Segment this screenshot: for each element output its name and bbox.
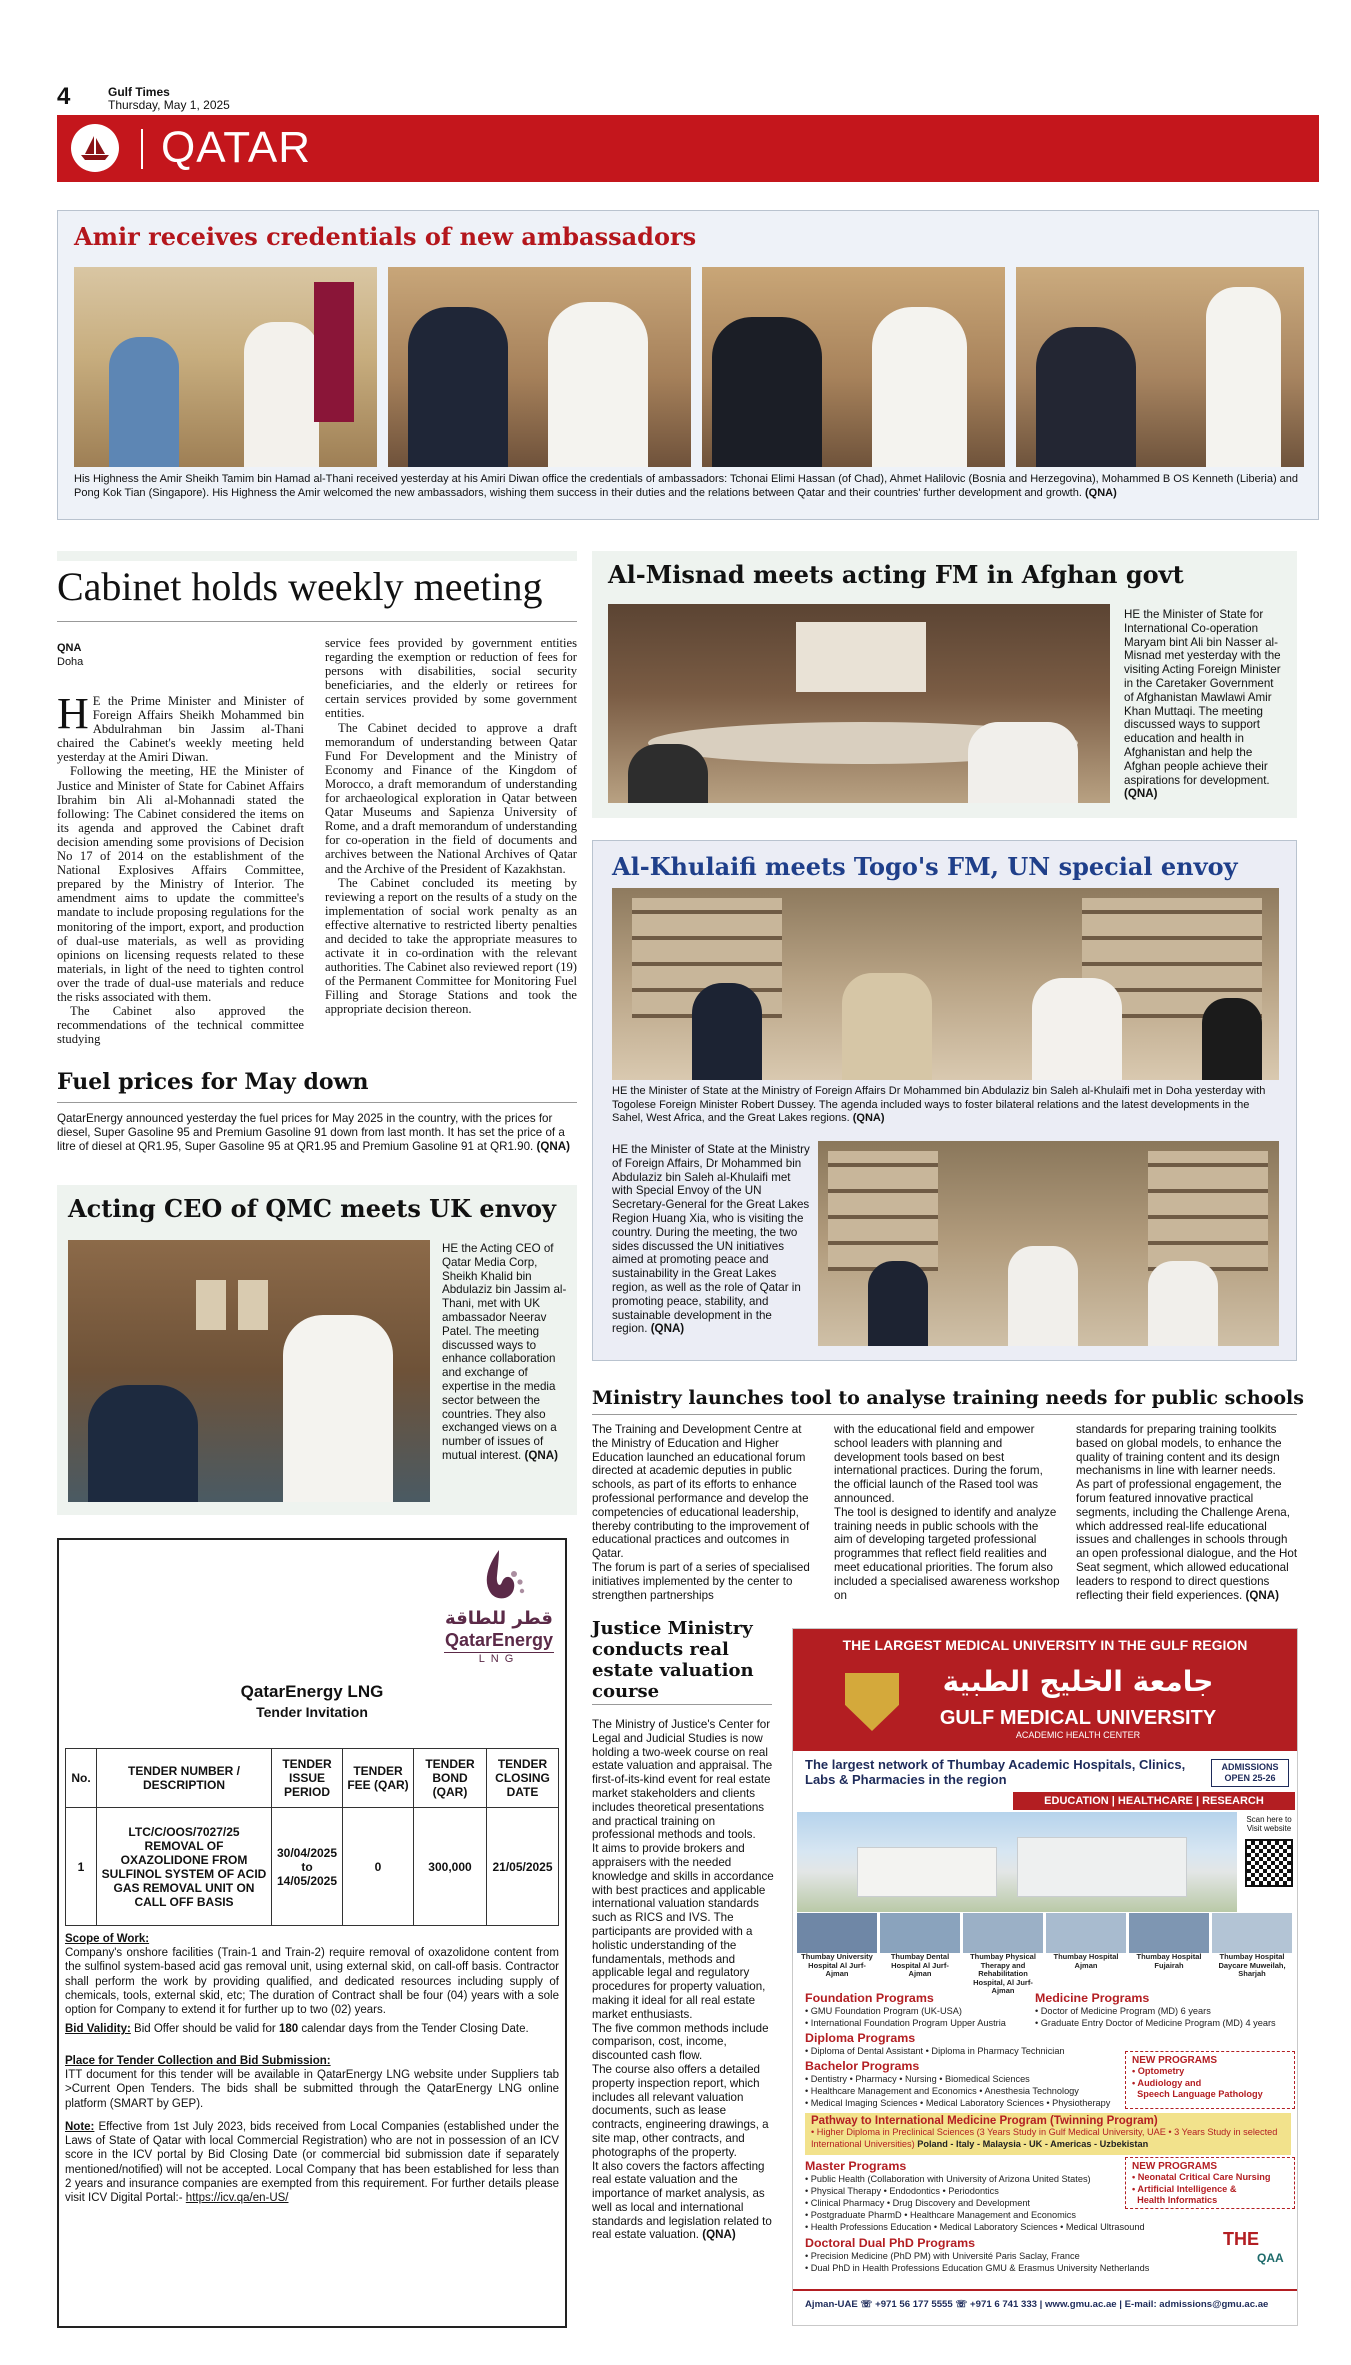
- tender-ad: [57, 1538, 567, 2328]
- tender-td-fee: 0: [342, 1807, 414, 1926]
- hospital-card: Thumbay Hospital Fujairah: [1129, 1913, 1209, 1970]
- gmu-diploma-1: • Diploma of Dental Assistant • Diploma in Pharmacy Technician: [805, 2046, 1065, 2056]
- brand-sub: LNG: [444, 1652, 554, 1665]
- amir-headline: Amir receives credentials of new ambassadors: [74, 222, 697, 251]
- gmu-new-programs-2: NEW PROGRAMS • Neonatal Critical Care Nursing • Artificial Intelligence & Health Informatics: [1125, 2157, 1295, 2209]
- gmu-admissions: ADMISSIONS OPEN 25-26: [1211, 1759, 1289, 1787]
- gmu-foundation-1: • GMU Foundation Program (UK-USA): [805, 2006, 962, 2016]
- qmc-photo: [68, 1240, 430, 1502]
- misnad-photo: [608, 604, 1110, 803]
- cabinet-topbar: [57, 551, 577, 561]
- tender-scope: Scope of Work: Company's onshore facilities (Train-1 and Train-2) require removal of oxazolidone content from the sulfinol system-based acid gas removal unit, using external skid, on call-off basis. Contractor shall perform the work by providing qualified, and dedicated resources including supply of chemicals, tools, external skid, etc; The duration of Contract shall be four (04) years with a sole option for Company to extend it for further up to two (02) years.: [65, 1933, 559, 2017]
- gmu-the-badge: THE: [1223, 2229, 1259, 2249]
- issue-date: Thursday, May 1, 2025: [108, 98, 230, 112]
- qatarenergy-drop-icon: [444, 1548, 554, 1608]
- cabinet-dropcap: H: [57, 689, 89, 738]
- hospital-card: Thumbay Hospital Daycare Muweilah, Sharjah: [1212, 1913, 1292, 1979]
- khulaifi-headline: Al-Khulaifi meets Togo's FM, UN special envoy: [612, 852, 1238, 881]
- qmc-credit: (QNA): [524, 1448, 558, 1462]
- hospital-card: Thumbay Hospital Ajman: [1046, 1913, 1126, 1970]
- gmu-scan: Scan here to Visit website: [1246, 1815, 1292, 1833]
- amir-photo-2: [388, 267, 691, 467]
- dhow-icon: [71, 124, 119, 172]
- gmu-doctoral-1: • Precision Medicine (PhD PM) with Université Paris Saclay, France: [805, 2251, 1080, 2261]
- tender-td-bond: 300,000: [413, 1807, 487, 1926]
- qatarenergy-logo: [444, 1548, 554, 1668]
- gmu-master-4: • Postgraduate PharmD • Healthcare Management and Economics: [805, 2210, 1076, 2220]
- khulaifi-text: HE the Minister of State at the Ministry of Foreign Affairs, Dr Mohammed bin Abdulaziz bin Saleh al-Khulaifi met with Special Envoy of the UN Secretary-General for the Great Lakes Region Huang Xia, who is visiting the country. During the meeting, the two sides discussed the UN initiatives aimed at promoting peace and sustainability in the Great Lakes region, as well as the role of Qatar in promoting peace, stability, and sustainable development in the region. (QNA): [612, 1143, 810, 1336]
- ministry-col-3: standards for preparing training toolkits based on global models, to enhance the quality of training content and its design mechanisms in line with learner needs. As part of professional engagement, the forum featured innovative practical segments, including the Challenge Arena, which addressed real-life educational issues and challenges in schools through an open professional dialogue, and the Hot Seat segment, which allowed educational leaders to respond to direct questions reflecting their field experiences. (QNA): [1076, 1423, 1298, 1602]
- gmu-banner: THE LARGEST MEDICAL UNIVERSITY IN THE GULF REGION: [842, 1637, 1248, 1653]
- gmu-medicine-2: • Graduate Entry Doctor of Medicine Program (MD) 4 years: [1035, 2018, 1276, 2028]
- paper-name: Gulf Times: [108, 85, 170, 99]
- tender-validity: Bid Validity: Bid Offer should be valid for 180 calendar days from the Tender Closing Date.: [65, 2023, 529, 2035]
- ministry-credit: (QNA): [1245, 1588, 1279, 1602]
- misnad-text: HE the Minister of State for International Co-operation Maryam bint Ali bin Nasser al-Misnad met yesterday with the visiting Acting Foreign Minister in the Caretaker Government of Afghanistan Mawlawi Amir Khan Muttaqi. The meeting discussed ways to support education and health in Afghanistan and help the Afghan people achieve their aspirations for development. (QNA): [1124, 608, 1281, 801]
- khulaifi-box: [592, 840, 1297, 1361]
- gmu-hospitals: [797, 1913, 1295, 1996]
- tender-place: Place for Tender Collection and Bid Submission: ITT document for this tender will be available in QatarEnergy LNG website under Suppliers tab >Current Open Tenders. The bids shall be submitted through the QatarEnergy LNG online platform (SMART by GEP).: [65, 2055, 559, 2110]
- gmu-master-5: • Health Professions Education • Medical Laboratory Sciences • Medical Ultrasound: [805, 2222, 1145, 2232]
- gmu-name: GULF MEDICAL UNIVERSITY: [939, 1707, 1217, 1729]
- icv-portal-link[interactable]: https://icv.qa/en-US/: [185, 2192, 289, 2205]
- gmu-tagline: The largest network of Thumbay Academic Hospitals, Clinics, Labs & Pharmacies in the region: [805, 1757, 1186, 1787]
- gmu-master-2: • Physical Therapy • Endodontics • Periodontics: [805, 2186, 999, 2196]
- gmu-bachelor-1: • Dentistry • Pharmacy • Nursing • Biomedical Sciences: [805, 2074, 1030, 2084]
- tender-title: QatarEnergy LNG: [240, 1682, 384, 1701]
- justice-text: The Ministry of Justice's Center for Legal and Judicial Studies is now holding a two-week course on real estate valuation and appraisal. The first-of-its-kind event for real estate market stakeholders and clients includes theoretical presentations and practical training on professional methods and tools. It aims to provide brokers and appraisers with the needed knowledge and skills in accordance with best practices and applicable international valuation standards such as RICS and IVS. The participants are provided with a holistic understanding of the fundamentals, methods and applicable legal and regulatory procedures for property valuation, making it ideal for all real estate market enthusiasts. The five common methods include comparison, cost, income, discounted cash flow. The course also offers a detailed property inspection report, which includes all relevant valuation documents, such as lease contracts, engineering drawings, a site map, other contracts, and photographs of the property. It also covers the factors affecting real estate valuation and the importance of market analysis, as well as local and international standards and legislation related to real estate valuation. (QNA): [592, 1718, 774, 2242]
- gmu-top: [793, 1629, 1297, 1751]
- tender-subtitle: Tender Invitation: [256, 1704, 368, 1720]
- gmu-medicine-1: • Doctor of Medicine Program (MD) 6 years: [1035, 2006, 1211, 2016]
- section-banner: [57, 115, 1319, 182]
- tender-td-description: LTC/C/OOS/7027/25 REMOVAL OF OXAZOLIDONE FROM SULFINOL SYSTEM OF ACID GAS REMOVAL UNIT ON CALL OFF BASIS: [96, 1807, 272, 1926]
- section-divider: [141, 129, 143, 169]
- gmu-new-programs-1: NEW PROGRAMS • Optometry • Audiology and Speech Language Pathology: [1125, 2051, 1295, 2109]
- khulaifi-photo-1: [612, 888, 1279, 1080]
- justice-headline: Justice Ministry conducts real estate valuation course: [592, 1618, 754, 1702]
- amir-photo-1: [74, 267, 377, 467]
- khulaifi-caption-credit: (QNA): [852, 1112, 885, 1125]
- ministry-col-1: The Training and Development Centre at the Ministry of Education and Higher Education launched an educational forum directed at academic deputies in public schools, as part of its efforts to enhance professional performance and develop the competencies of educational leadership, thereby contributing to the improvement of educational practices and outcomes in Qatar. The forum is part of a series of specialised initiatives implemented by the center to strengthen partnerships: [592, 1423, 810, 1602]
- cabinet-col-1: H E the Prime Minister and Minister of Foreign Affairs Sheikh Mohammed bin Abdulrahman bin Jassim al-Thani chaired the Cabinet's weekly meeting held yesterday at the Amiri Diwan. Following the meeting, HE the Minister of Justice and Minister of State for Cabinet Affairs Ibrahim bin Ali al-Mohannadi stated the following: The Cabinet considered the items on its agenda and approved the Cabinet draft decision amending some provisions of Decision No 17 of 2014 on the establishment of the National Explosives Affairs Committee, prepared by the Ministry of Interior. The amendment aims to update the committee's mandate to include proposing regulations for the monitoring of the import, export, and production of dual-use materials, as well as providing opinions on licensing requests related to these materials, in light of the need to tighten control over the trade of dual-use materials and reduce the risks associated with them. The Cabinet also approved the recommendations of the technical committee studying: [57, 689, 304, 1047]
- gmu-arabic: جامعة الخليج الطبية: [942, 1665, 1214, 1698]
- justice-credit: (QNA): [702, 2228, 736, 2242]
- fuel-text: QatarEnergy announced yesterday the fuel prices for May 2025 in the country, with the prices for diesel, Super Gasoline 95 and Premium Gasoline 91 down from last month. It has set the price of a litre of diesel at QR1.95, Super Gasoline 95 at QR1.95 and Premium Gasoline 91 at QR1.90. (QNA): [57, 1112, 570, 1153]
- gmu-footer-rule: [793, 2289, 1297, 2291]
- gmu-master-1: • Public Health (Collaboration with University of Arizona United States): [805, 2174, 1091, 2184]
- gmu-bachelor-title: Bachelor Programs: [805, 2059, 920, 2073]
- tender-td-period: 30/04/2025 to 14/05/2025: [271, 1807, 343, 1926]
- tender-th-period: TENDER ISSUE PERIOD: [271, 1748, 343, 1808]
- tender-td-no: 1: [65, 1807, 97, 1926]
- hospital-card: Thumbay University Hospital Al Jurf-Ajman: [797, 1913, 877, 1979]
- gulf-times-logo: [71, 124, 119, 172]
- gmu-footer: Ajman-UAE ☏ +971 56 177 5555 ☏ +971 6 741 333 | www.gmu.ac.ae | E-mail: admissions@gmu.ac.ae: [805, 2299, 1269, 2310]
- cabinet-col-2: service fees provided by government entities regarding the exemption or reduction of fees for persons with disabilities, social security beneficiaries, and the elderly or retirees for certain services provided by some government entities. The Cabinet decided to approve a draft memorandum of understanding between Qatar Fund For Development and the Ministry of Economy and Finance of the Kingdom of Morocco, a draft memorandum of understanding for archaeological exploration in Qatar between Qatar Museums and Sapienza University of Rome, and a draft memorandum of understanding for co-operation in the field of documents and archives between the National Archives of Qatar and the Archive of the President of Kazakhstan. The Cabinet concluded its meeting by reviewing a report on the results of a study on the implementation of social work penalty as an effective alternative to restricted liberty penalties and decided to take the appropriate measures to activate it in co-ordination with the relevant authorities. The Cabinet also reviewed report (19) of the Permanent Committee for Monitoring Fuel Filling and Storage Stations and took the appropriate decision thereon.: [325, 636, 577, 1017]
- qmc-text: HE the Acting CEO of Qatar Media Corp, Sheikh Khalid bin Abdulaziz bin Jassim al-Thani, met with UK ambassador Neerav Patel. The meeting discussed ways to enhance collaboration and exchange of expertise in the media sector between the countries. They also exchanged views on a number of issues of mutual interest. (QNA): [442, 1242, 567, 1462]
- tender-table: [65, 1748, 559, 1926]
- gmu-pathway: Pathway to International Medicine Program (Twinning Program) • Higher Diploma in Preclinical Sciences (3 Years Study in Gulf Medical University, UAE • 3 Years Study in selected International Universities) Poland - Italy - Malaysia - UK - Americas - Uzbekistan: [805, 2113, 1291, 2155]
- gmu-bar: EDUCATION | HEALTHCARE | RESEARCH: [1013, 1792, 1295, 1810]
- gmu-diploma-title: Diploma Programs: [805, 2031, 916, 2045]
- gmu-foundation-2: • International Foundation Program Upper Austria: [805, 2018, 1006, 2028]
- amir-caption: His Highness the Amir Sheikh Tamim bin Hamad al-Thani received yesterday at his Amiri Diwan office the credentials of ambassadors: Tchonai Elimi Hassan (of Chad), Ahmet Halilovic (Bosnia and Herzegovina), Mohammed B OS Kenneth (Liberia) and Pong Kok Tian (Singapore). His Highness the Amir welcomed the new ambassadors, wishing them success in their duties and the relations between Qatar and their countries' further development and growth. (QNA): [74, 473, 1299, 499]
- gmu-crest-icon: [845, 1673, 899, 1731]
- gmu-sub: ACADEMIC HEALTH CENTER: [1015, 1730, 1141, 1740]
- gmu-master-title: Master Programs: [805, 2159, 907, 2173]
- khulaifi-photo-2: [818, 1141, 1279, 1346]
- gmu-qaa-badge: QAA: [1257, 2251, 1284, 2265]
- misnad-headline: Al-Misnad meets acting FM in Afghan govt: [608, 560, 1184, 589]
- tender-note: Note: Effective from 1st July 2023, bids received from Local Companies (established under the Laws of State of Qatar with local Commercial Registration) who are not in possession of an ICV score in the ICV portal by Bid Closing Date (or commercial bid submission date if separately mentioned/notified) will not be accepted. Local Company that has been established for less than 2 years and insurance companies are exempted from this requirement. For further details please visit ICV Digital Portal:- https://icv.qa/en-US/: [65, 2121, 559, 2205]
- gmu-ad: [792, 1628, 1298, 2326]
- hospital-card: Thumbay Dental Hospital Al Jurf-Ajman: [880, 1913, 960, 1979]
- gmu-medicine-title: Medicine Programs: [1035, 1991, 1150, 2005]
- fuel-headline: Fuel prices for May down: [57, 1069, 369, 1095]
- qmc-headline: Acting CEO of QMC meets UK envoy: [68, 1194, 556, 1223]
- tender-th-description: TENDER NUMBER / DESCRIPTION: [96, 1748, 272, 1808]
- misnad-box: [592, 551, 1297, 818]
- gmu-qr-icon[interactable]: [1245, 1839, 1293, 1887]
- amir-photo-4: [1016, 267, 1304, 467]
- tender-th-bond: TENDER BOND (QAR): [413, 1748, 487, 1808]
- misnad-credit: (QNA): [1124, 787, 1158, 801]
- amir-photo-3: [702, 267, 1005, 467]
- fuel-credit: (QNA): [536, 1139, 570, 1153]
- brand-name: QatarEnergy: [444, 1630, 554, 1650]
- gmu-master-3: • Clinical Pharmacy • Drug Discovery and Development: [805, 2198, 1030, 2208]
- section-title: QATAR: [161, 123, 312, 172]
- gmu-bachelor-3: • Medical Imaging Sciences • Medical Laboratory Sciences • Physiotherapy: [805, 2098, 1111, 2108]
- fuel-rule: [57, 1102, 577, 1103]
- cabinet-headline: Cabinet holds weekly meeting: [57, 564, 543, 609]
- ministry-rule: [592, 1414, 1297, 1415]
- khulaifi-credit: (QNA): [650, 1322, 685, 1336]
- amir-box: [57, 210, 1319, 520]
- ministry-col-2: with the educational field and empower school leaders with planning and development tools based on best international practices. During the forum, the official launch of the Rased tool was announced. The tool is designed to identify and analyze training needs in public schools with the aim of developing targeted professional programmes that reflect field realities and meet educational priorities. The forum also included a specialised awareness workshop on: [834, 1423, 1060, 1602]
- cabinet-place: Doha: [57, 656, 84, 668]
- gmu-doctoral-2: • Dual PhD in Health Professions Education GMU & Erasmus University Netherlands: [805, 2263, 1150, 2273]
- tender-th-no: No.: [65, 1748, 97, 1808]
- hospital-card: Thumbay Physical Therapy and Rehabilitation Hospital, Al Jurf-Ajman: [963, 1913, 1043, 1996]
- qmc-box: [57, 1185, 577, 1515]
- ministry-headline: Ministry launches tool to analyse training needs for public schools: [592, 1387, 1304, 1409]
- page-number: 4: [57, 83, 71, 110]
- justice-rule: [592, 1704, 772, 1705]
- brand-arabic: قطر للطاقة: [445, 1608, 553, 1629]
- cabinet-source: QNA: [57, 642, 82, 654]
- tender-td-closing: 21/05/2025: [486, 1807, 559, 1926]
- gmu-foundation-title: Foundation Programs: [805, 1991, 934, 2005]
- tender-th-closing: TENDER CLOSING DATE: [486, 1748, 559, 1808]
- tender-th-fee: TENDER FEE (QAR): [342, 1748, 414, 1808]
- khulaifi-caption: HE the Minister of State at the Ministry of Foreign Affairs Dr Mohammed bin Abdulaziz bin Saleh al-Khulaifi met in Doha yesterday with Togolese Foreign Minister Robert Dussey. The agenda included ways to foster bilateral relations and the latest developments in the Sahel, West Africa, and the Great Lakes regions. (QNA): [612, 1085, 1266, 1125]
- gmu-campus-photo: [797, 1812, 1237, 1912]
- amir-credit: (QNA): [1084, 486, 1117, 499]
- cabinet-rule: [57, 621, 577, 622]
- gmu-doctoral-title: Doctoral Dual PhD Programs: [805, 2236, 976, 2250]
- gmu-bachelor-2: • Healthcare Management and Economics • Anesthesia Technology: [805, 2086, 1079, 2096]
